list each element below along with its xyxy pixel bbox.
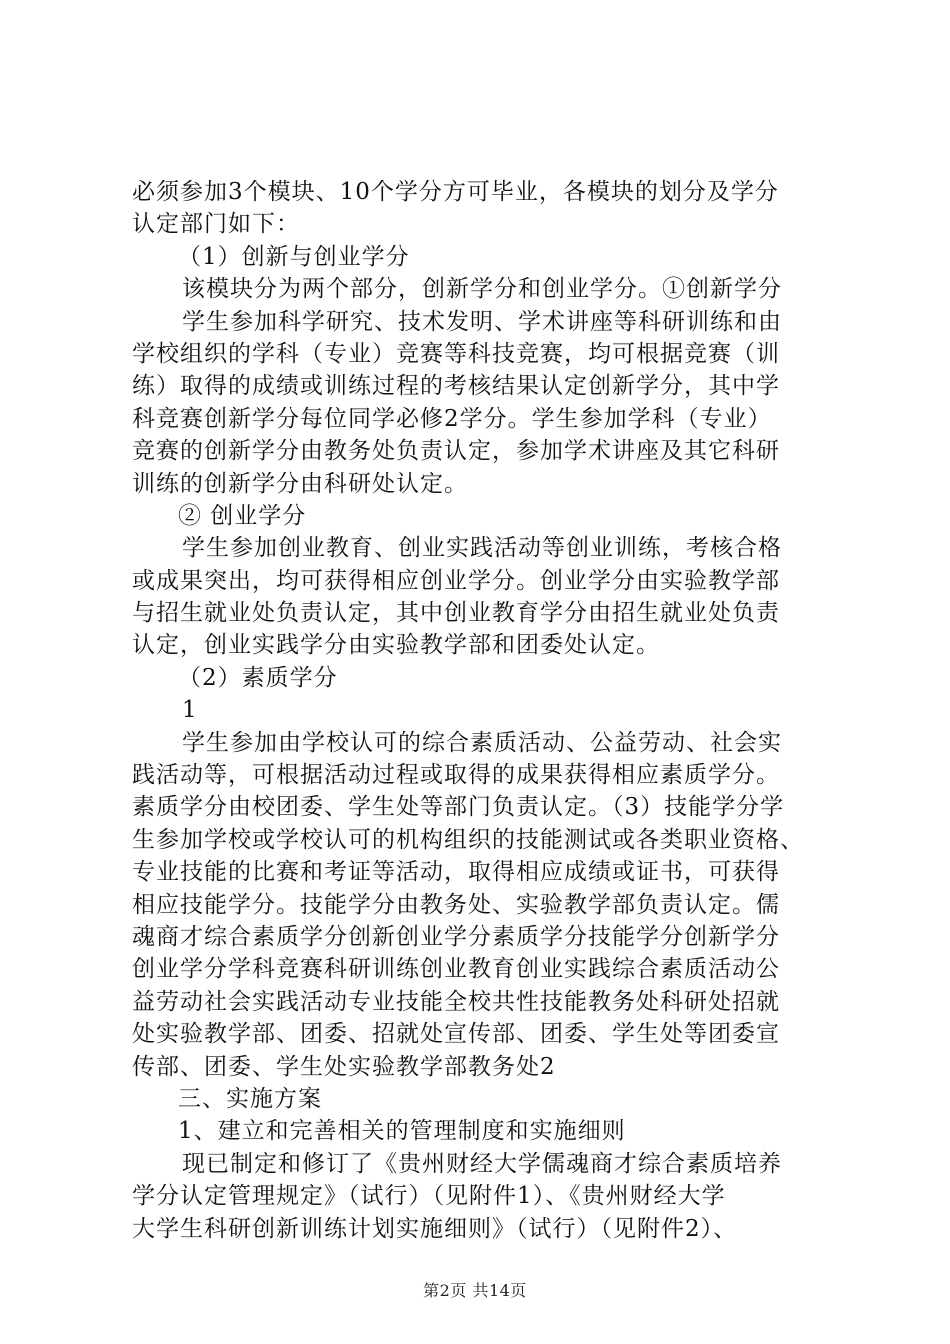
text-line: 传部、团委、学生处实验教学部教务处2 bbox=[132, 1053, 556, 1080]
text-line: 践活动等，可根据活动过程或取得的成果获得相应素质学分。 bbox=[132, 762, 780, 789]
text-line: 或成果突出，均可获得相应创业学分。创业学分由实验教学部 bbox=[132, 567, 780, 594]
text-line: 处实验教学部、团委、招就处宣传部、团委、学生处等团委宣 bbox=[132, 1021, 780, 1048]
text-line: 练）取得的成绩或训练过程的考核结果认定创新学分，其中学 bbox=[132, 373, 780, 400]
subsection-heading: 1、建立和完善相关的管理制度和实施细则 bbox=[178, 1118, 626, 1145]
text-line: 生参加学校或学校认可的机构组织的技能测试或各类职业资格、 bbox=[132, 826, 804, 853]
text-line: 与招生就业处负责认定，其中创业教育学分由招生就业处负责 bbox=[132, 600, 780, 627]
text-line: 训练的创新学分由科研处认定。 bbox=[132, 470, 468, 497]
text-line: 认定部门如下： bbox=[132, 211, 300, 238]
subsection-heading: ② 创业学分 bbox=[178, 502, 307, 529]
section-heading: （2）素质学分 bbox=[178, 664, 338, 691]
text-line: 专业技能的比赛和考证等活动，取得相应成绩或证书，可获得 bbox=[132, 859, 780, 886]
text-line: 素质学分由校团委、学生处等部门负责认定。（3）技能学分学 bbox=[132, 794, 785, 821]
text-line: 学生参加由学校认可的综合素质活动、公益劳动、社会实 bbox=[182, 729, 782, 756]
section-heading: （1）创新与创业学分 bbox=[178, 243, 410, 270]
text-line: 魂商才综合素质学分创新创业学分素质学分技能学分创新学分 bbox=[132, 923, 780, 950]
text-line: 创业学分学科竞赛科研训练创业教育创业实践综合素质活动公 bbox=[132, 956, 780, 983]
page-number-footer: 第2页 共14页 bbox=[423, 1281, 527, 1300]
document-body bbox=[132, 176, 832, 1245]
text-line: 科竞赛创新学分每位同学必修2学分。学生参加学科（专业） bbox=[132, 405, 772, 432]
section-heading: 三、实施方案 bbox=[178, 1085, 322, 1112]
text-line: 该模块分为两个部分，创新学分和创业学分。①创新学分 bbox=[182, 276, 782, 303]
text-line: 相应技能学分。技能学分由教务处、实验教学部负责认定。儒 bbox=[132, 891, 780, 918]
text-line: 益劳动社会实践活动专业技能全校共性技能教务处科研处招就 bbox=[132, 988, 780, 1015]
text-line: 现已制定和修订了《贵州财经大学儒魂商才综合素质培养 bbox=[182, 1150, 782, 1177]
text-line: 必须参加3个模块、10个学分方可毕业，各模块的划分及学分 bbox=[132, 179, 779, 205]
text-line: 学生参加创业教育、创业实践活动等创业训练，考核合格 bbox=[182, 535, 782, 562]
text-line: 学生参加科学研究、技术发明、学术讲座等科研训练和由 bbox=[182, 308, 782, 335]
text-line: 学校组织的学科（专业）竞赛等科技竞赛，均可根据竞赛（训 bbox=[132, 340, 780, 367]
text-line: 1 bbox=[182, 697, 198, 724]
text-line: 竞赛的创新学分由教务处负责认定，参加学术讲座及其它科研 bbox=[132, 438, 780, 465]
text-line: 大学生科研创新训练计划实施细则》（试行）（见附件2）、 bbox=[132, 1215, 738, 1242]
text-line: 学分认定管理规定》（试行）（见附件1）、《贵州财经大学 bbox=[132, 1183, 726, 1210]
text-line: 认定，创业实践学分由实验教学部和团委处认定。 bbox=[132, 632, 660, 659]
